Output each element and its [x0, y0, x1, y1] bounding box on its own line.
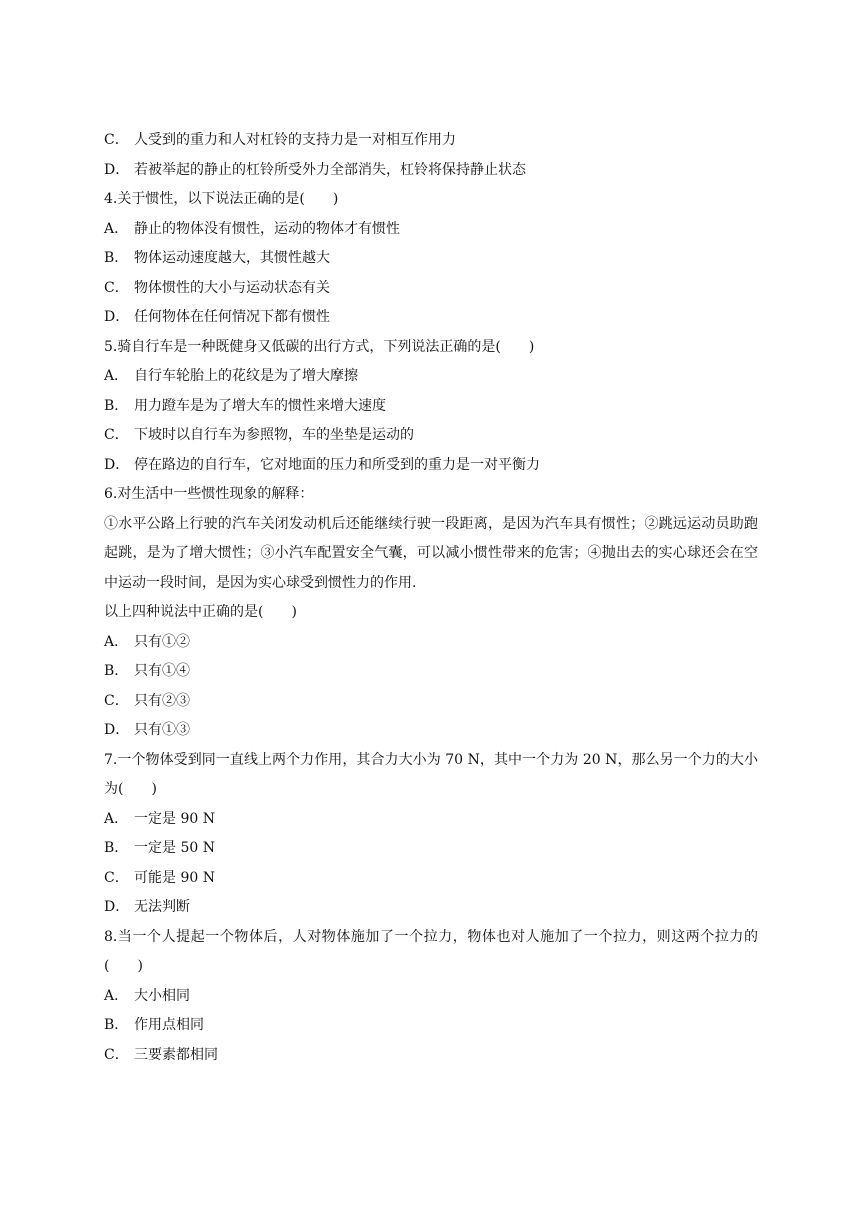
option-letter: B．	[104, 250, 129, 266]
answer-option	[104, 303, 758, 333]
text-paragraph: 7.一个物体受到同一直线上两个力作用，其合力大小为 70 N，其中一个力为 20 N，那么另一个力的大小为( )	[104, 751, 758, 797]
option-text: 可能是 90 N	[134, 869, 215, 886]
option-letter: D．	[104, 309, 130, 325]
option-text: 下坡时以自行车为参照物，车的坐垫是运动的	[134, 427, 414, 443]
answer-option	[104, 716, 758, 746]
option-text: 只有①②	[134, 633, 190, 650]
option-letter: B．	[104, 1017, 129, 1033]
text-paragraph: 8.当一个人提起一个物体后，人对物体施加了一个拉力，物体也对人施加了一个拉力，则这两个拉力的( )	[104, 928, 758, 974]
option-text: 无法判断	[134, 899, 190, 915]
answer-option	[104, 834, 758, 864]
option-text: 自行车轮胎上的花纹是为了增大摩擦	[134, 368, 358, 384]
option-letter: D．	[104, 456, 130, 473]
answer-option	[104, 126, 758, 156]
answer-option	[104, 362, 758, 392]
option-text: 作用点相同	[134, 1017, 204, 1033]
answer-option	[104, 657, 758, 687]
option-letter: B．	[104, 397, 129, 414]
answer-option	[104, 156, 758, 186]
answer-option	[104, 451, 758, 481]
option-letter: A．	[104, 220, 129, 237]
answer-option	[104, 687, 758, 717]
option-text: 任何物体在任何情况下都有惯性	[134, 309, 330, 325]
answer-option	[104, 1011, 758, 1041]
question-stem: 6.对生活中一些惯性现象的解释：	[104, 486, 314, 502]
option-letter: C．	[104, 279, 129, 296]
option-text: 停在路边的自行车，它对地面的压力和所受到的重力是一对平衡力	[134, 456, 540, 473]
option-text: 物体运动速度越大，其惯性越大	[134, 250, 330, 266]
answer-option	[104, 864, 758, 894]
option-text: 静止的物体没有惯性，运动的物体才有惯性	[134, 220, 400, 237]
option-letter: D．	[104, 722, 130, 738]
option-letter: A．	[104, 633, 129, 650]
option-letter: B．	[104, 840, 129, 856]
text-paragraph: ①水平公路上行驶的汽车关闭发动机后还能继续行驶一段距离，是因为汽车具有惯性；②跳远运动员助跑起跳，是为了增大惯性；③小汽车配置安全气囊，可以减小惯性带来的危害；④抛出去的实心球还会在空中运动一段时间，是因为实心球受到惯性力的作用.	[104, 515, 758, 591]
option-text: 人受到的重力和人对杠铃的支持力是一对相互作用力	[134, 132, 456, 148]
answer-option	[104, 244, 758, 274]
option-text: 只有②③	[134, 692, 190, 709]
option-text: 用力蹬车是为了增大车的惯性来增大速度	[134, 397, 386, 414]
option-text: 物体惯性的大小与运动状态有关	[134, 279, 330, 296]
option-letter: A．	[104, 987, 129, 1004]
document-page	[104, 126, 758, 1070]
option-text: 若被举起的静止的杠铃所受外力全部消失，杠铃将保持静止状态	[134, 161, 526, 178]
question-stem: 以上四种说法中正确的是( )	[104, 604, 297, 620]
option-letter: C．	[104, 427, 129, 443]
option-text: 只有①④	[134, 663, 190, 679]
answer-option	[104, 893, 758, 923]
option-letter: B．	[104, 663, 129, 679]
answer-option	[104, 215, 758, 245]
option-text: 三要素都相同	[134, 1046, 218, 1063]
option-letter: C．	[104, 869, 129, 886]
option-letter: A．	[104, 810, 129, 827]
option-text: 一定是 90 N	[134, 810, 215, 827]
option-letter: C．	[104, 1046, 129, 1063]
option-text: 大小相同	[134, 987, 190, 1004]
option-letter: C．	[104, 132, 129, 148]
answer-option	[104, 421, 758, 451]
answer-option	[104, 1041, 758, 1071]
answer-option	[104, 628, 758, 658]
answer-option	[104, 392, 758, 422]
question-stem: 4.关于惯性，以下说法正确的是( )	[104, 191, 339, 207]
answer-option	[104, 982, 758, 1012]
question-stem: 5.骑自行车是一种既健身又低碳的出行方式，下列说法正确的是( )	[104, 338, 535, 355]
option-letter: C．	[104, 692, 129, 709]
option-letter: A．	[104, 368, 129, 384]
answer-option	[104, 274, 758, 304]
option-text: 只有①③	[134, 722, 190, 738]
option-text: 一定是 50 N	[134, 840, 215, 856]
option-letter: D．	[104, 899, 130, 915]
option-letter: D．	[104, 161, 130, 178]
answer-option	[104, 805, 758, 835]
